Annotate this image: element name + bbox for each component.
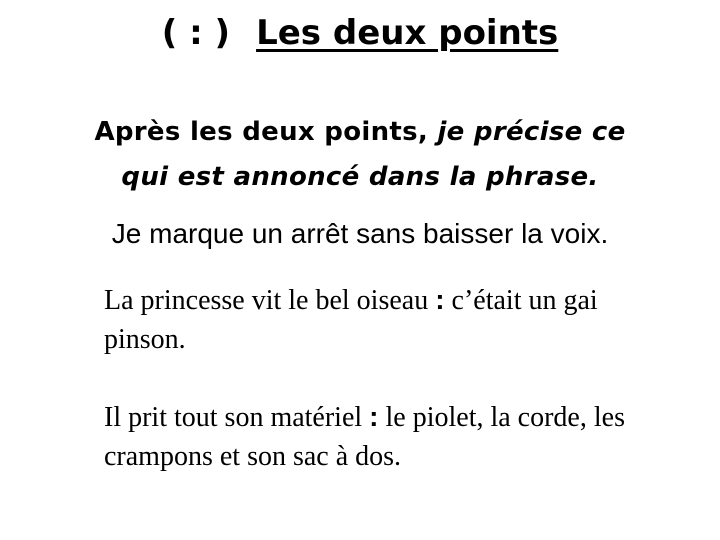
title-symbol: ( : ) [161, 13, 231, 53]
rule-statement [0, 110, 720, 200]
example-1-before: La princesse vit le bel oiseau [104, 285, 436, 316]
example-1-after: c’était un gai pinson. [104, 285, 598, 355]
rule-italic-text-1: je précise ce [437, 117, 626, 147]
rule-plain-text: Après les deux points, [94, 117, 438, 147]
example-sentence-1 [104, 280, 684, 359]
voice-note: Je marque un arrêt sans baisser la voix. [111, 218, 609, 249]
title-name: Les deux points [256, 13, 559, 53]
example-2-after: le piolet, la corde, les crampons et son sac à dos. [104, 402, 625, 472]
page-title [0, 10, 720, 56]
example-1-colon: : [435, 284, 445, 315]
rule-italic-text-2: qui est annoncé dans la phrase. [121, 162, 599, 192]
example-sentence-2 [104, 397, 684, 476]
example-2-colon: : [369, 401, 379, 432]
example-2-before: Il prit tout son matériel [104, 402, 370, 433]
